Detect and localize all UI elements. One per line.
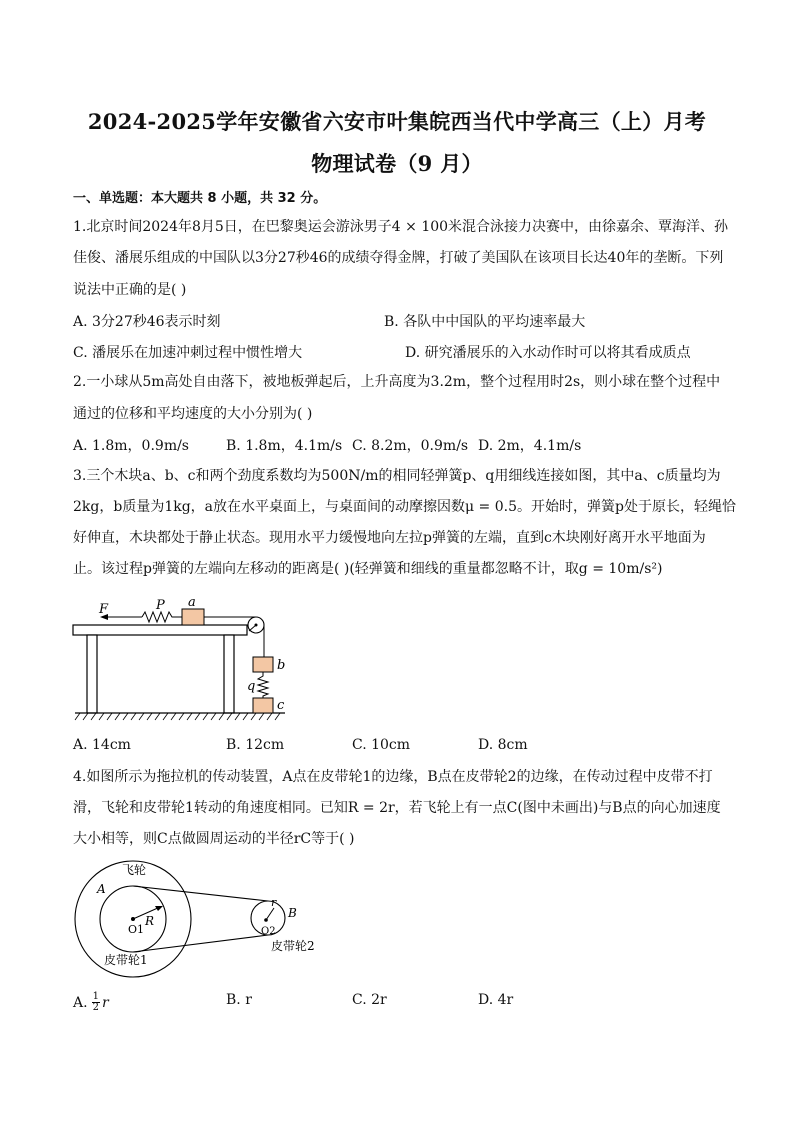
q2-line-1: 2.一小球从5m高处自由落下，被地板弹起后，上升高度为3.2m，整个过程用时2s，则小球在整个过程中 [73, 374, 721, 390]
q4-option-a-prefix: A. [73, 994, 88, 1011]
spring-p [142, 612, 182, 622]
q4-option-c: C. 2r [352, 992, 387, 1008]
q3-line-1: 3.三个木块a、b、c和两个劲度系数均为500N/m的相同轻弹簧p、q用细线连接如图，其中a、c质量均为 [73, 468, 721, 484]
label-f: F [99, 602, 109, 617]
block-c [253, 698, 273, 713]
exam-subtitle: 物理试卷（9 月） [311, 151, 483, 176]
label-small-r: r [271, 896, 277, 909]
q4-line-3: 大小相等，则C点做圆周运动的半径rC等于( ) [73, 831, 355, 847]
q1-option-c: C. 潘展乐在加速冲刺过程中惯性增大 [73, 345, 303, 361]
table-top [73, 625, 247, 635]
q3-line-2: 2kg，b质量为1kg，a放在水平桌面上，与桌面间的动摩擦因数μ = 0.5。开始时，弹簧p处于原长，轻绳恰 [73, 499, 736, 515]
q3-option-d: D. 8cm [478, 737, 528, 753]
q3-line-3: 好伸直，木块都处于静止状态。现用水平力缓慢地向左拉p弹簧的左端，直到c木块刚好离开水平地面为 [73, 530, 706, 546]
q4-line-2: 滑，飞轮和皮带轮1转动的角速度相同。已知R = 2r，若飞轮上有一点C(图中未画出)与B点的向心加速度 [73, 800, 721, 816]
ground-hatching [75, 713, 280, 720]
q1-option-d: D. 研究潘展乐的入水动作时可以将其看成质点 [405, 345, 691, 361]
label-big-r: R [145, 914, 155, 928]
q2-line-2: 通过的位移和平均速度的大小分别为( ) [73, 406, 313, 422]
block-b [253, 657, 273, 672]
table-leg-left [87, 635, 97, 713]
q4-option-a-variable: r [101, 994, 109, 1011]
q3-option-a: A. 14cm [73, 737, 131, 753]
label-flywheel: 飞轮 [122, 863, 147, 877]
q4-option-a-fraction [92, 992, 100, 1013]
spring-q [258, 672, 268, 698]
q2-option-c: C. 8.2m，0.9m/s [352, 438, 469, 454]
label-o2: O2 [261, 926, 276, 937]
q1-option-a: A. 3分27秒46表示时刻 [73, 314, 221, 330]
label-o1: O1 [128, 923, 145, 936]
q4-option-a [73, 992, 109, 1013]
q3-line-4: 止。该过程p弹簧的左端向左移动的距离是( )(轻弹簧和细线的重量都忽略不计，取g = 10m/s²) [73, 561, 663, 577]
q1-line-2: 佳俊、潘展乐组成的中国队以3分27秒46的成绩夺得金牌，打破了美国队在该项目长达40年的垄断。下列 [73, 250, 724, 266]
exam-title: 2024-2025学年安徽省六安市叶集皖西当代中学高三（上）月考 [87, 109, 707, 134]
table-leg-right [224, 635, 234, 713]
label-wheel-2: 皮带轮2 [271, 939, 315, 953]
label-wheel-1: 皮带轮1 [104, 953, 148, 967]
q3-option-b: B. 12cm [226, 737, 285, 753]
q4-option-b: B. r [226, 992, 252, 1008]
label-b: B [288, 906, 297, 920]
label-a: A [97, 882, 106, 896]
section-heading: 一、单选题：本大题共 8 小题，共 32 分。 [73, 191, 327, 206]
label-p: P [156, 598, 165, 613]
block-a [182, 609, 204, 625]
label-a: a [188, 595, 196, 610]
q1-line-1: 1.北京时间2024年8月5日，在巴黎奥运会游泳男子4 × 100米混合泳接力决赛中，由徐嘉余、覃海洋、孙 [73, 219, 729, 235]
fraction-numerator: 1 [92, 991, 99, 1002]
q4-figure-belt-drive [68, 857, 338, 989]
fraction-denominator: 2 [92, 1002, 99, 1013]
q2-option-b: B. 1.8m，4.1m/s [226, 438, 343, 454]
q1-option-b: B. 各队中中国队的平均速率最大 [384, 314, 586, 330]
q2-option-d: D. 2m，4.1m/s [478, 438, 582, 454]
q3-option-c: C. 10cm [352, 737, 411, 753]
label-b: b [277, 658, 286, 673]
q3-figure-table-springs [70, 595, 290, 725]
q1-line-3: 说法中正确的是( ) [73, 282, 187, 298]
label-q: q [247, 679, 256, 694]
q2-option-a: A. 1.8m，0.9m/s [73, 438, 189, 454]
q4-line-1: 4.如图所示为拖拉机的传动装置，A点在皮带轮1的边缘，B点在皮带轮2的边缘，在传动过程中皮带不打 [73, 769, 713, 785]
q4-option-d: D. 4r [478, 992, 514, 1008]
belt-bottom [133, 935, 268, 952]
label-c: c [277, 698, 285, 713]
